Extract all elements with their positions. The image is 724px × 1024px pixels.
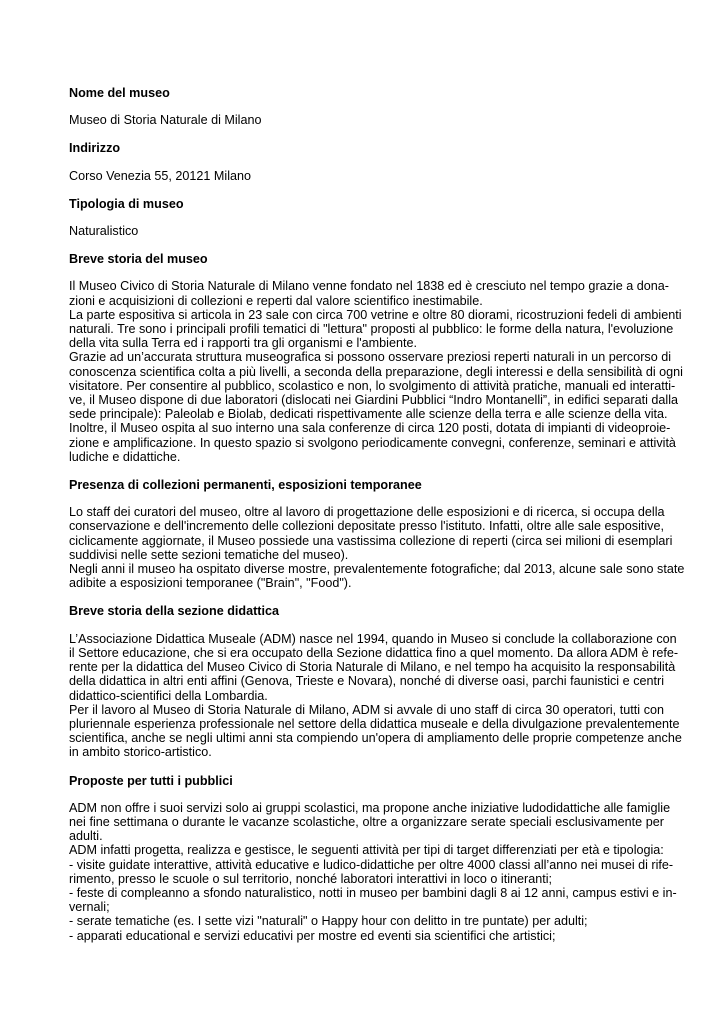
text-line: scientifica, anche se negli ultimi anni sta compiendo un'opera di ampliamento delle proprie competenze anche: [69, 731, 682, 746]
text-line: in ambito storico-artistico.: [69, 745, 212, 760]
text-line: zioni e acquisizioni di collezioni e reperti dal valore scientifico inestimabile.: [69, 293, 483, 308]
text-line: ADM infatti progetta, realizza e gestisce, le seguenti attività per tipi di target differenziati per età e tipologia:: [69, 843, 664, 858]
value-tipologia: Naturalistico: [69, 224, 139, 239]
text-line: conoscenza scientifica colta a più livelli, a seconda della preparazione, degli interessi e della sensibilità di ogni: [69, 364, 683, 379]
text-line: Grazie ad un’accurata struttura museografica si possono osservare preziosi reperti naturali in un percorso di: [69, 350, 671, 365]
text-line: Inoltre, il Museo ospita al suo interno una sala conferenze di circa 120 posti, dotata di impianti di videoproie-: [69, 421, 671, 436]
paragraph-sezione-didattica: [69, 631, 682, 760]
text-line: adibite a esposizioni temporanee ("Brain", "Food").: [69, 576, 352, 591]
text-line: - visite guidate interattive, attività educative e ludico-didattiche per oltre 4000 classi all’anno nei musei di rife-: [69, 857, 674, 872]
text-line: Per il lavoro al Museo di Storia Naturale di Milano, ADM si avvale di uno staff di circa 30 operatori, tutti con: [69, 702, 664, 717]
text-line: suddivisi nelle sette sezioni tematiche del museo).: [69, 547, 349, 562]
text-line: - feste di compleanno a sfondo naturalistico, notti in museo per bambini dagli 8 ai 12 anni, campus estivi e in-: [69, 885, 677, 900]
heading-proposte: Proposte per tutti i pubblici: [69, 773, 233, 788]
text-line: vernali;: [69, 900, 110, 915]
text-line: visitatore. Per consentire al pubblico, scolastico e non, lo svolgimento di attività pratiche, manuali ed interatti-: [69, 378, 676, 393]
text-line: sede principale): Paleolab e Biolab, dedicati rispettivamente alle scienze della terra e alle scienze della vita.: [69, 407, 668, 422]
text-line: - serate tematiche (es. I sette vizi "naturali" o Happy hour con delitto in tre puntate) per adulti;: [69, 914, 588, 929]
heading-storia-museo: Breve storia del museo: [69, 252, 208, 267]
text-line: il Settore educazione, che si era occupato della Sezione didattica fino a quel momento. Da allora ADM è refe-: [69, 645, 679, 660]
text-line: didattico-scientifici della Lombardia.: [69, 688, 268, 703]
text-line: nei fine settimana o durante le vacanze scolastiche, oltre a organizzare serate speciali esclusivamente per: [69, 814, 664, 829]
text-line: della vita sulla Terra ed i rapporti tra gli organismi e l'ambiente.: [69, 336, 417, 351]
heading-indirizzo: Indirizzo: [69, 141, 121, 156]
value-nome-museo: Museo di Storia Naturale di Milano: [69, 113, 262, 128]
text-line: Il Museo Civico di Storia Naturale di Milano venne fondato nel 1838 ed è cresciuto nel tempo grazie a dona-: [69, 279, 669, 294]
value-indirizzo: Corso Venezia 55, 20121 Milano: [69, 168, 252, 183]
text-line: La parte espositiva si articola in 23 sale con circa 700 vetrine e oltre 80 diorami, ricostruzioni fedeli di ambienti: [69, 307, 682, 322]
paragraph-storia-museo: [69, 279, 683, 464]
text-line: rente per la didattica del Museo Civico di Storia Naturale di Milano, e nel tempo ha acquisito la responsabilità: [69, 660, 676, 675]
text-line: ADM non offre i suoi servizi solo ai gruppi scolastici, ma propone anche iniziative ludodidattiche alle famiglie: [69, 800, 671, 815]
text-line: Lo staff dei curatori del museo, oltre al lavoro di progettazione delle esposizioni e di ricerca, si occupa della: [69, 505, 665, 520]
heading-collezioni: Presenza di collezioni permanenti, esposizioni temporanee: [69, 478, 422, 493]
text-line: - apparati educational e servizi educativi per mostre ed eventi sia scientifici che artistici;: [69, 928, 556, 943]
heading-tipologia: Tipologia di museo: [69, 196, 184, 211]
text-line: naturali. Tre sono i principali profili tematici di "lettura" proposti al pubblico: le forme della natura, l'evoluzione: [69, 322, 674, 337]
heading-sezione-didattica: Breve storia della sezione didattica: [69, 604, 279, 619]
paragraph-collezioni: [69, 505, 685, 591]
text-line: ludiche e didattiche.: [69, 449, 181, 464]
text-line: adulti.: [69, 829, 103, 844]
text-line: ve, il Museo dispone di due laboratori (dislocati nei Giardini Pubblici “Indro Montanelli”, in edifici separati dalla: [69, 393, 679, 408]
text-line: pluriennale esperienza professionale nel settore della didattica museale e della divulgazione prevalentemente: [69, 716, 680, 731]
text-line: ciclicamente aggiornate, il Museo possiede una vastissima collezione di reperti (circa sei milioni di esemplari: [69, 533, 673, 548]
text-line: zione e amplificazione. In questo spazio si svolgono periodicamente convegni, conferenze, seminari e attività: [69, 435, 676, 450]
text-line: L’Associazione Didattica Museale (ADM) nasce nel 1994, quando in Museo si conclude la collaborazione con: [69, 631, 677, 646]
text-line: della didattica in altri enti affini (Genova, Trieste e Novara), nonché di diverse oasi, parchi faunistici e centri: [69, 674, 664, 689]
heading-nome-museo: Nome del museo: [69, 86, 170, 100]
text-line: Negli anni il museo ha ospitato diverse mostre, prevalentemente fotografiche; dal 2013, alcune sale sono state: [69, 562, 685, 577]
paragraph-proposte: [69, 800, 677, 943]
text-line: conservazione e dell'incremento delle collezioni depositate presso l'istituto. Infatti, oltre alle sale espositive,: [69, 519, 664, 534]
text-line: rimento, presso le scuole o sul territorio, nonché laboratori interattivi in loco o itineranti;: [69, 871, 552, 886]
document-page: [69, 86, 685, 957]
